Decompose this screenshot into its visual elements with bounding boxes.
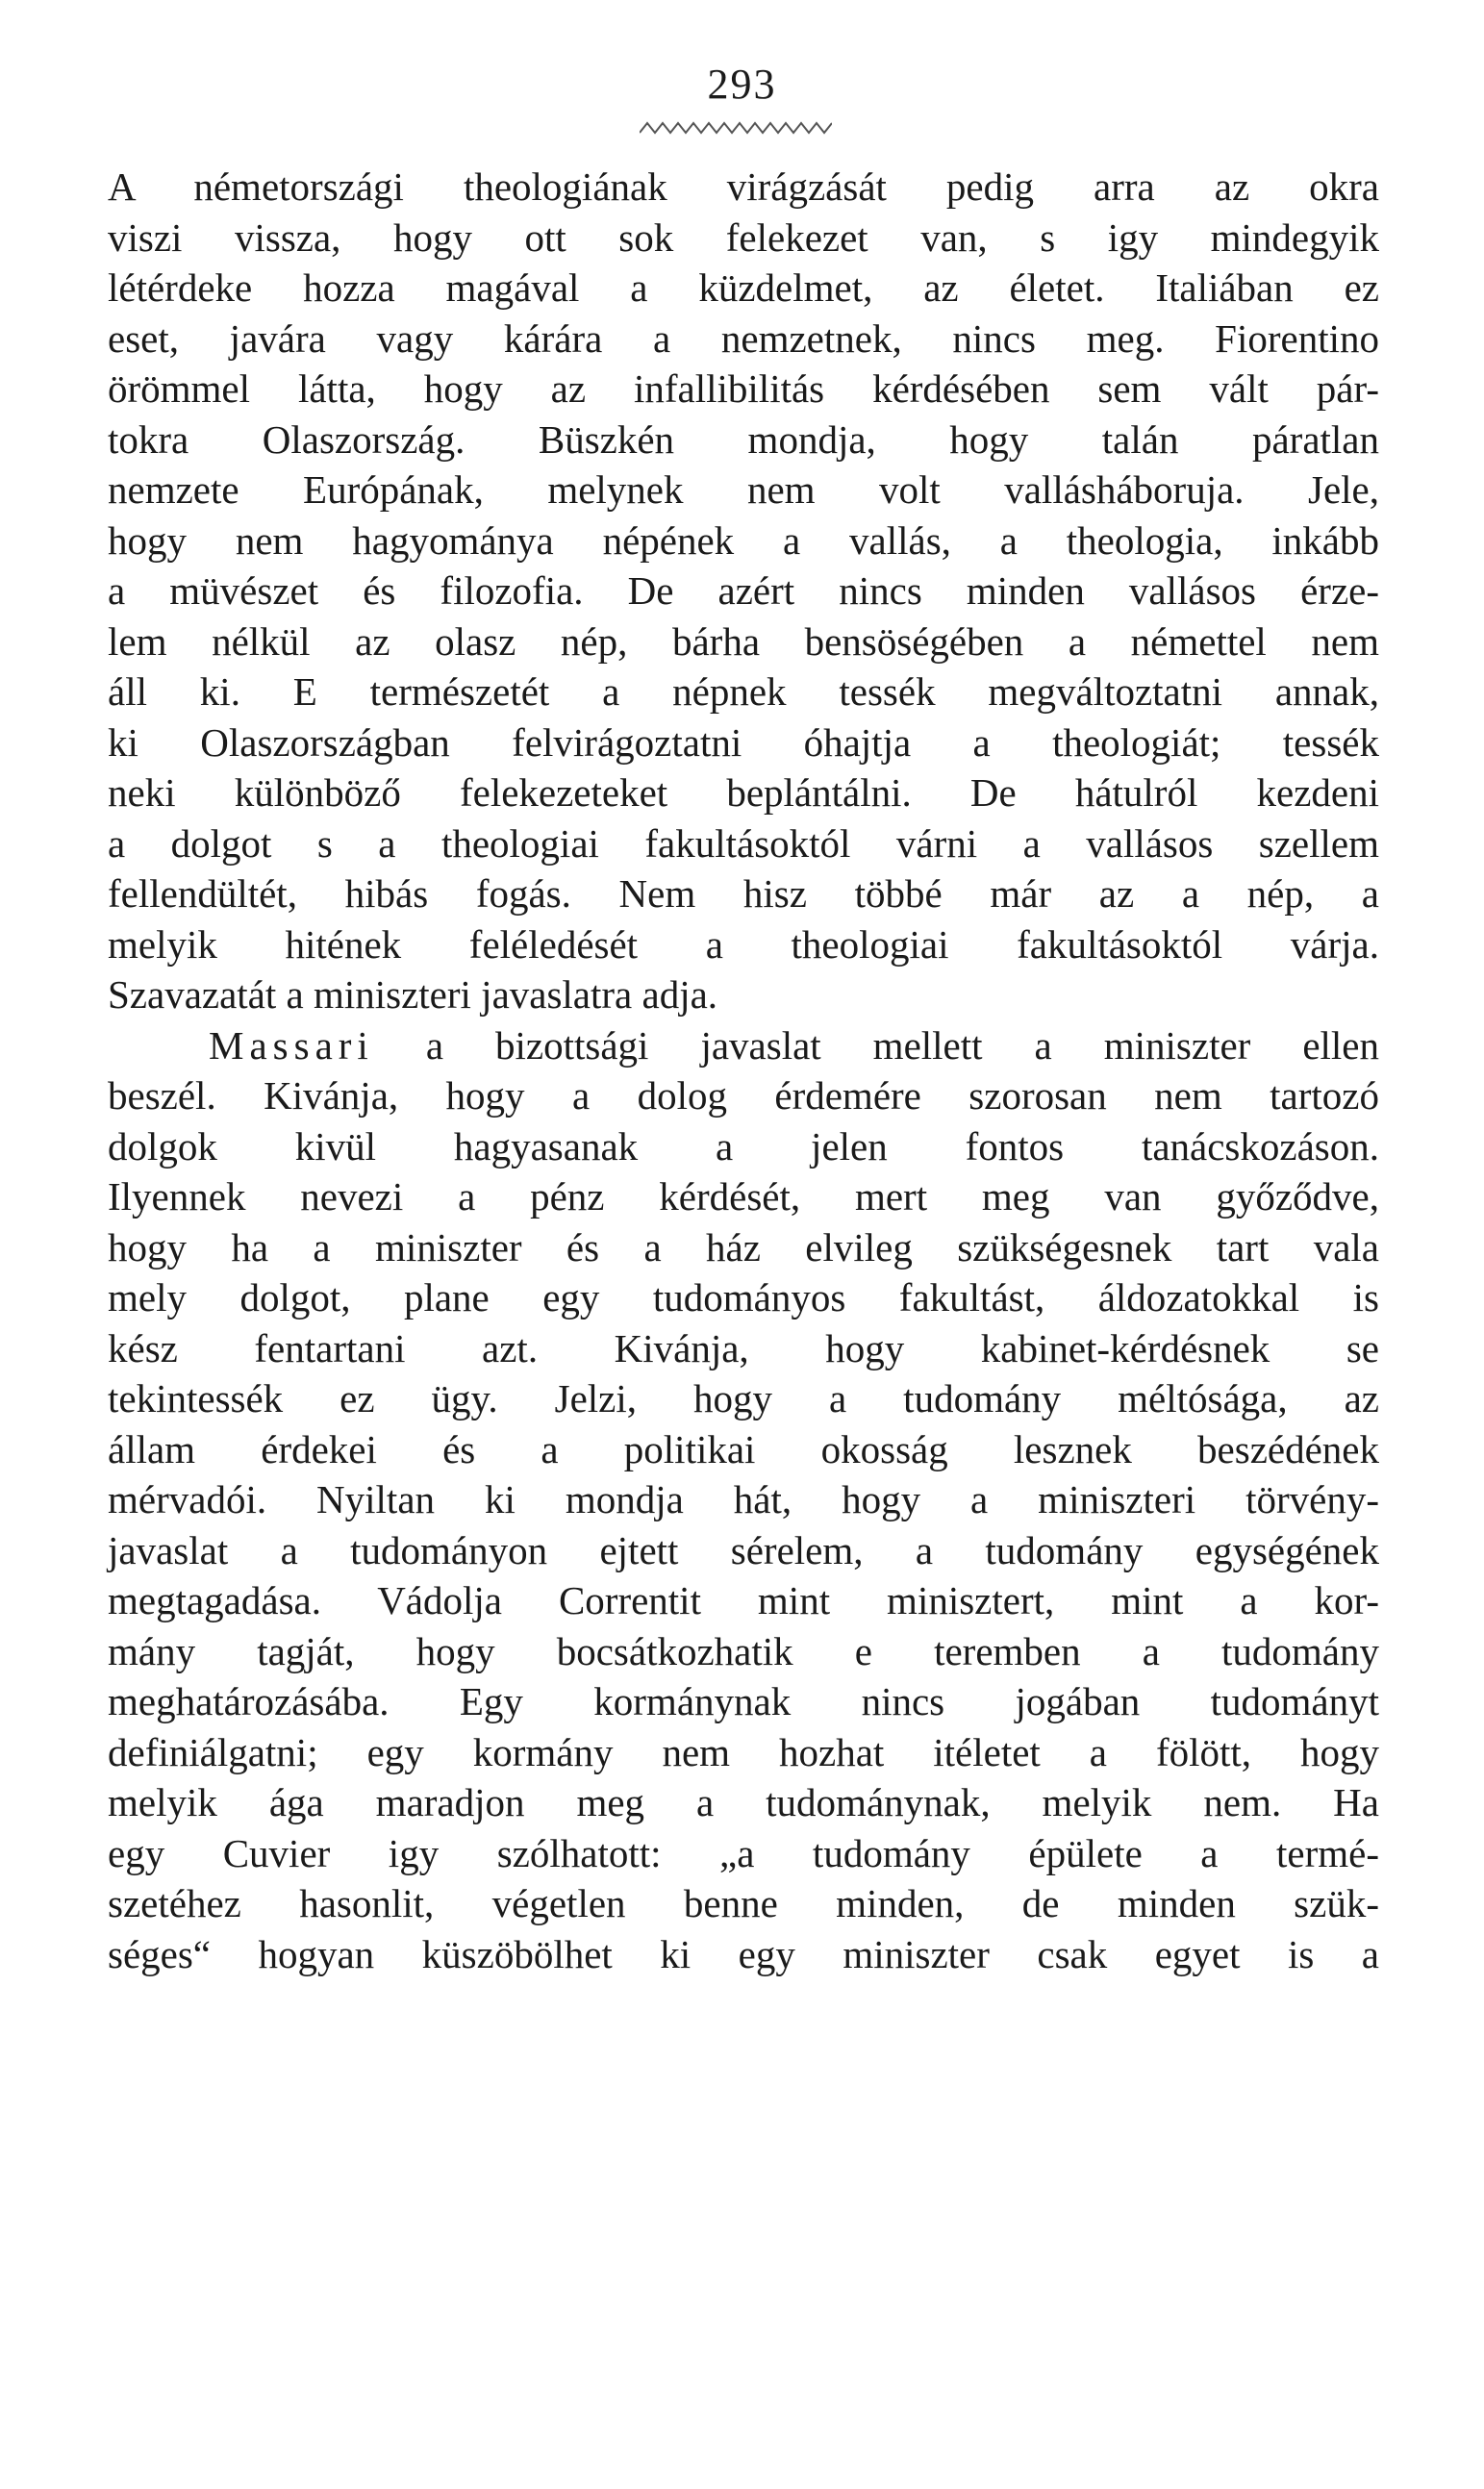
text-line: állam érdekei és a politikai okosság lesznek beszédének xyxy=(108,1426,1379,1471)
text-line-rest: a bizottsági javaslat mellett a miniszter ellen xyxy=(425,1022,1379,1068)
text-line: viszi vissza, hogy ott sok felekezet van, s igy mindegyik xyxy=(108,214,1379,260)
text-line: tokra Olaszország. Büszkén mondja, hogy talán páratlan xyxy=(108,416,1379,462)
text-line: tekintessék ez ügy. Jelzi, hogy a tudomány méltósága, az xyxy=(108,1376,1379,1420)
text-line: áll ki. E természetét a népnek tessék megváltoztatni annak, xyxy=(108,669,1379,714)
text-line: fellendültét, hibás fogás. Nem hisz többé már az a nép, a xyxy=(108,871,1379,916)
text-line: létérdeke hozza magával a küzdelmet, az életet. Italiában ez xyxy=(108,265,1379,310)
text-line: lem nélkül az olasz nép, bárha bensöségében a némettel nem xyxy=(108,618,1379,664)
text-line: neki különböző felekezeteket beplántálni. De hátulról kezdeni xyxy=(108,770,1379,815)
ornament-divider xyxy=(640,117,832,138)
text-line: nemzete Európának, melynek nem volt vallásháboruja. Jele, xyxy=(108,467,1379,512)
text-line: szetéhez hasonlit, végetlen benne minden, de minden szük- xyxy=(108,1881,1379,1925)
text-line: Szavazatát a miniszteri javaslatra adja. xyxy=(108,972,718,1017)
text-line: megtagadása. Vádolja Correntit mint minisztert, mint a kor- xyxy=(108,1578,1379,1622)
text-line-first xyxy=(108,1020,1379,1071)
text-line: séges“ hogyan küszöbölhet ki egy miniszter csak egyet is a xyxy=(108,1931,1379,1976)
text-line: hogy ha a miniszter és a ház elvileg szükségesnek tart vala xyxy=(108,1224,1379,1270)
text-line: eset, javára vagy kárára a nemzetnek, nincs meg. Fiorentino xyxy=(108,315,1379,361)
text-line: ki Olaszországban felvirágoztatni óhajtja a theologiát; tessék xyxy=(108,719,1379,765)
text-line: hogy nem hagyománya népének a vallás, a theologia, inkább xyxy=(108,517,1379,563)
text-line: mely dolgot, plane egy tudományos fakultást, áldozatokkal is xyxy=(108,1275,1379,1320)
text-line: a dolgot s a theologiai fakultásoktól várni a vallásos szellem xyxy=(108,820,1379,866)
text-line: meghatározásába. Egy kormánynak nincs jogában tudományt xyxy=(108,1679,1379,1723)
text-line: Ilyennek nevezi a pénz kérdését, mert meg van győződve, xyxy=(108,1174,1379,1219)
speaker-name: Massari xyxy=(209,1022,374,1068)
text-line: mérvadói. Nyiltan ki mondja hát, hogy a miniszteri törvény- xyxy=(108,1477,1379,1521)
text-line: mány tagját, hogy bocsátkozhatik e teremben a tudomány xyxy=(108,1628,1379,1673)
text-line: melyik ága maradjon meg a tudománynak, melyik nem. Ha xyxy=(108,1780,1379,1824)
text-line: A németországi theologiának virágzását pedig arra az okra xyxy=(108,164,1379,209)
text-line: a müvészet és filozofia. De azért nincs minden vallásos érze- xyxy=(108,568,1379,613)
text-line: melyik hitének feléledését a theologiai fakultásoktól várja. xyxy=(108,921,1379,967)
text-line: definiálgatni; egy kormány nem hozhat itéletet a fölött, hogy xyxy=(108,1729,1379,1774)
text-line: beszél. Kivánja, hogy a dolog érdemére szorosan nem tartozó xyxy=(108,1073,1379,1118)
text-line: kész fentartani azt. Kivánja, hogy kabinet-kérdésnek se xyxy=(108,1325,1379,1370)
body-text xyxy=(108,162,1379,1979)
text-line: egy Cuvier igy szólhatott: „a tudomány épülete a termé- xyxy=(108,1830,1379,1875)
page-number: 293 xyxy=(707,61,777,108)
text-line: dolgok kivül hagyasanak a jelen fontos tanácskozáson. xyxy=(108,1123,1379,1169)
text-line: javaslat a tudományon ejtett sérelem, a tudomány egységének xyxy=(108,1527,1379,1572)
text-line: örömmel látta, hogy az infallibilitás kérdésében sem vált pár- xyxy=(108,366,1379,411)
